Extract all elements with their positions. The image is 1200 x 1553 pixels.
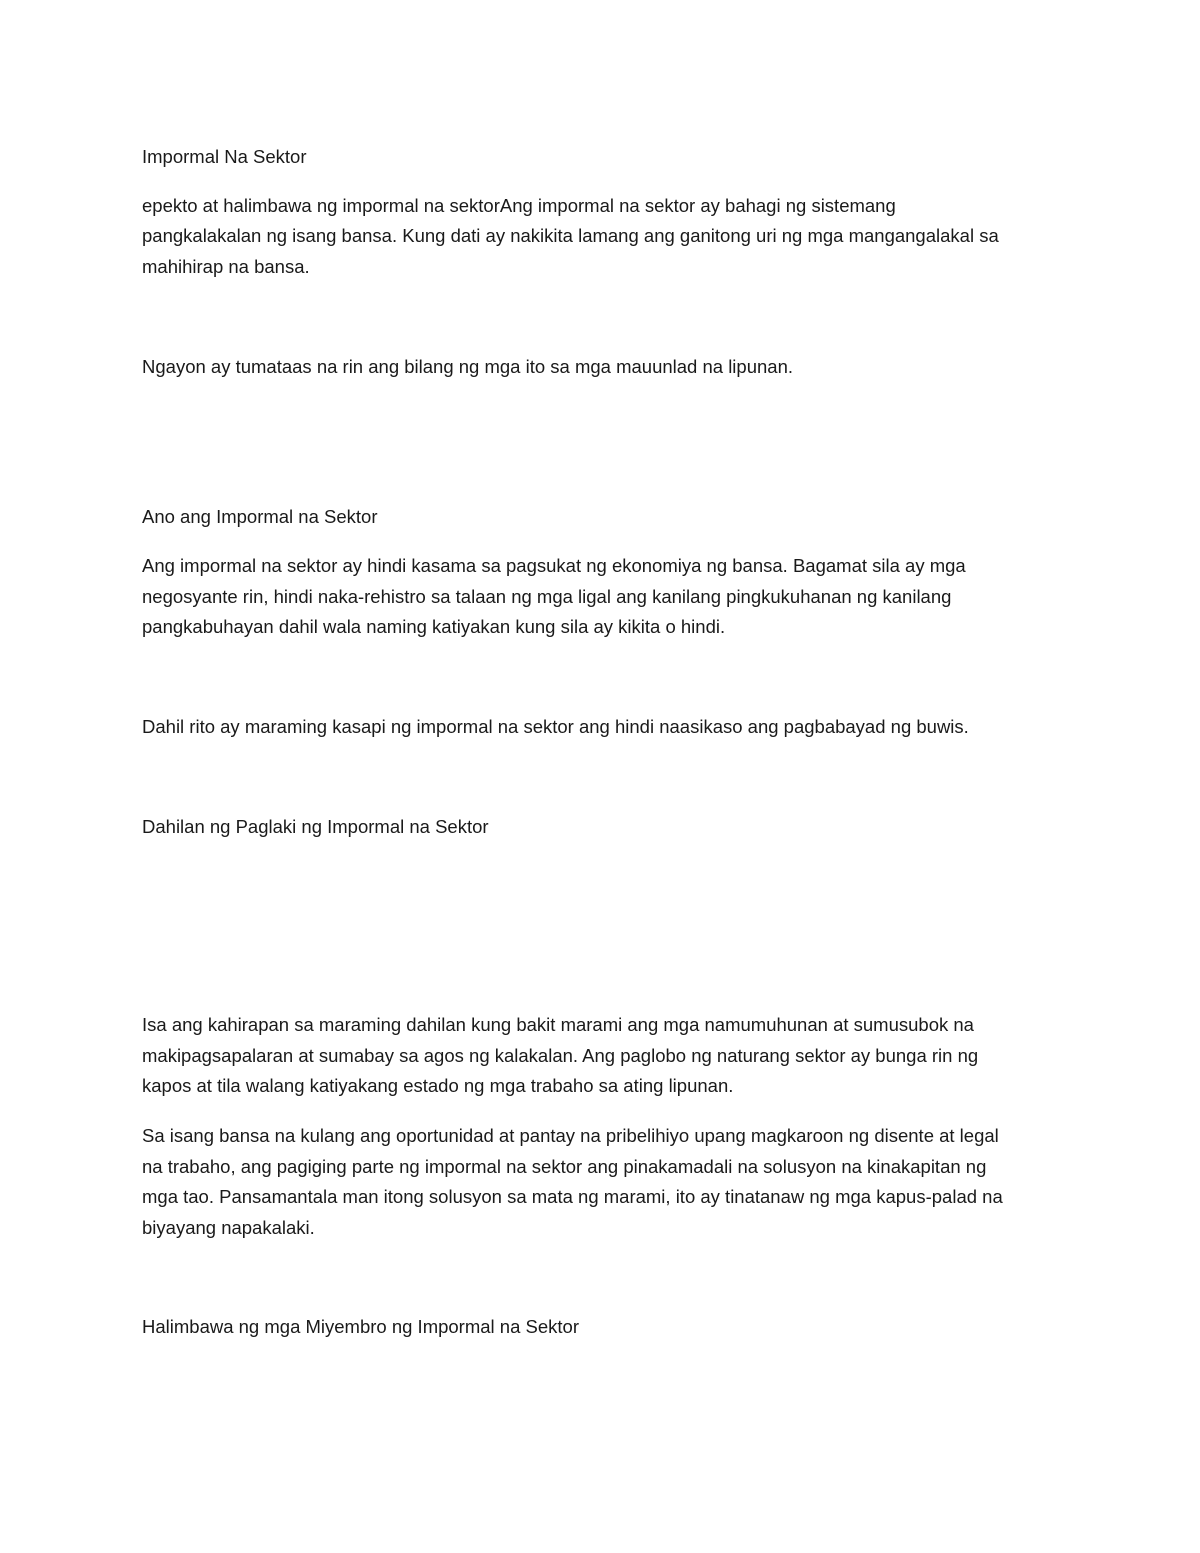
section2-para2-line-4: biyayang napakalaki. [142,1217,315,1238]
intro-line-1: epekto at halimbawa ng impormal na sektorAng impormal na sektor ay bahagi ng sistemang [142,195,896,216]
section2-para2-line-3: mga tao. Pansamantala man itong solusyon sa mata ng marami, ito ay tinatanaw ng mga kapus-palad na [142,1186,1003,1207]
section2-para1-line-1: Isa ang kahirapan sa maraming dahilan kung bakit marami ang mga namumuhunan at sumusubok na [142,1014,974,1035]
section1-followup: Dahil rito ay maraming kasapi ng impormal na sektor ang hindi naasikaso ang pagbabayad ng buwis. [142,716,969,737]
section2-para2-line-2: na trabaho, ang pagiging parte ng impormal na sektor ang pinakamadali na solusyon na kinakapitan ng [142,1156,987,1177]
section2-para1-line-2: makipagsapalaran at sumabay sa agos ng kalakalan. Ang paglobo ng naturang sektor ay bunga rin ng [142,1045,979,1066]
intro-line-2: pangkalakalan ng isang bansa. Kung dati ay nakikita lamang ang ganitong uri ng mga mangangalakal sa [142,225,999,246]
section-heading-dahilan: Dahilan ng Paglaki ng Impormal na Sektor [142,816,489,837]
section1-line-2: negosyante rin, hindi naka-rehistro sa talaan ng mga ligal ang kanilang pingkukuhanan ng kanilang [142,586,952,607]
section1-line-3: pangkabuhayan dahil wala naming katiyakan kung sila ay kikita o hindi. [142,616,726,637]
intro-line-3: mahihirap na bansa. [142,256,310,277]
section-heading-halimbawa: Halimbawa ng mga Miyembro ng Impormal na Sektor [142,1316,579,1337]
section2-para2-line-1: Sa isang bansa na kulang ang oportunidad at pantay na pribelihiyo upang magkaroon ng disente at legal [142,1125,999,1146]
intro-followup: Ngayon ay tumataas na rin ang bilang ng mga ito sa mga mauunlad na lipunan. [142,356,794,377]
section-heading-ano-ang: Ano ang Impormal na Sektor [142,506,378,527]
section1-line-1: Ang impormal na sektor ay hindi kasama sa pagsukat ng ekonomiya ng bansa. Bagamat sila ay mga [142,555,966,576]
section2-para1-line-3: kapos at tila walang katiyakang estado ng mga trabaho sa ating lipunan. [142,1075,734,1096]
document-title: Impormal Na Sektor [142,146,307,167]
